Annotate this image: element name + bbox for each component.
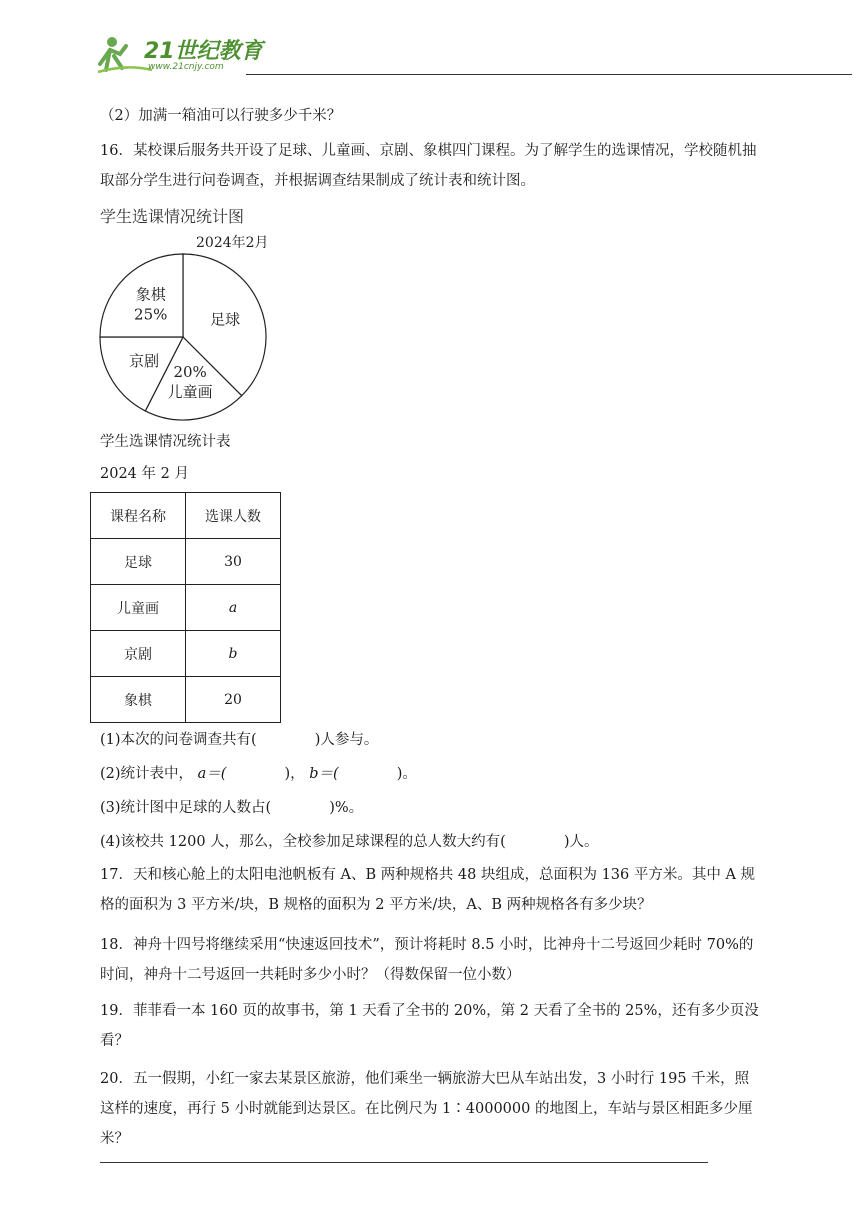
- question-17: 17．天和核心舱上的太阳电池帆板有 A、B 两种规格共 48 块组成，总面积为 136 平方米。其中 A 规格的面积为 3 平方米/块，B 规格的面积为 2 平方米/块，A、B 两种规格各有多少块？: [100, 867, 756, 913]
- course-name: 足球: [91, 539, 186, 585]
- table-date: 2024 年 2 月: [100, 466, 189, 482]
- pie-chart: [98, 252, 268, 422]
- table-row: [91, 677, 281, 723]
- page-header: [96, 28, 756, 78]
- sub-question-4-text: (4)该校共 1200 人，那么，全校参加足球课程的总人数大约有(: [100, 834, 506, 850]
- table-title: 学生选课情况统计表: [100, 434, 231, 450]
- sub-question-2: [100, 764, 417, 784]
- question-18: 18．神舟十四号将继续采用“快速返回技术”，预计将耗时 8.5 小时，比神舟十二号返回少耗时 70%的时间，神舟十二号返回一共耗时多少小时？（得数保留一位小数）: [100, 937, 754, 983]
- course-name: 儿童画: [91, 585, 186, 631]
- sub-question-3-tail: )%。: [329, 800, 364, 816]
- table-row: [91, 631, 281, 677]
- chart-title: 学生选课情况统计图: [100, 207, 245, 226]
- sub-question-1-tail: )人参与。: [314, 732, 379, 748]
- course-count: a: [186, 585, 281, 631]
- sub-question-3: [100, 798, 363, 818]
- slice-percent-label: 20%: [173, 363, 207, 382]
- course-name: 象棋: [91, 677, 186, 723]
- question-19: 19．菲菲看一本 160 页的故事书，第 1 天看了全书的 20%，第 2 天看了全书的 25%，还有多少页没看？: [100, 1003, 759, 1049]
- sub-question-4: [100, 832, 599, 852]
- variable-a-label: a＝(: [197, 766, 227, 782]
- slice-label: 象棋: [135, 285, 166, 304]
- logo-text: 21世纪教育: [144, 39, 263, 64]
- table-header-cell: 课程名称: [91, 493, 186, 539]
- table-row: [91, 585, 281, 631]
- variable-b-label: b＝(: [309, 766, 339, 782]
- slice-label: 儿童画: [167, 383, 213, 402]
- sub-question-2-separator: )，: [284, 766, 305, 782]
- course-name: 京剧: [91, 631, 186, 677]
- header-divider: [246, 74, 852, 75]
- sub-question-2-text: (2)统计表中，: [100, 766, 194, 782]
- slice-label: 京剧: [129, 351, 160, 370]
- sub-question-1: [100, 730, 378, 750]
- logo-url: www.21cnjy.com: [148, 62, 224, 72]
- table-row: [91, 539, 281, 585]
- course-count: b: [186, 631, 281, 677]
- footer-divider: [100, 1162, 708, 1163]
- table-header-cell: 选课人数: [186, 493, 281, 539]
- course-count: 30: [186, 539, 281, 585]
- course-count: 20: [186, 677, 281, 723]
- table-header-row: [91, 493, 281, 539]
- sub-question-4-tail: )人。: [563, 834, 599, 850]
- question-15-part-2: （2）加满一箱油可以行驶多少千米？: [100, 108, 342, 124]
- slice-label: 足球: [210, 310, 241, 329]
- sub-question-3-text: (3)统计图中足球的人数占(: [100, 800, 272, 816]
- chart-date: 2024年2月: [196, 235, 269, 251]
- sub-question-1-text: (1)本次的问卷调查共有(: [100, 732, 257, 748]
- question-20: 20．五一假期，小红一家去某景区旅游，他们乘坐一辆旅游大巴从车站出发，3 小时行 195 千米，照这样的速度，再行 5 小时就能到达景区。在比例尺为 1∶4000000 的地图上，车站与景区相距多少厘米？: [100, 1071, 753, 1147]
- sub-question-2-tail: )。: [396, 766, 417, 782]
- stats-table: [90, 492, 281, 723]
- question-16-intro: 16．某校课后服务共开设了足球、儿童画、京剧、象棋四门课程。为了解学生的选课情况，学校随机抽取部分学生进行问卷调查，并根据调查结果制成了统计表和统计图。: [100, 143, 757, 189]
- slice-percent-label: 25%: [134, 305, 168, 324]
